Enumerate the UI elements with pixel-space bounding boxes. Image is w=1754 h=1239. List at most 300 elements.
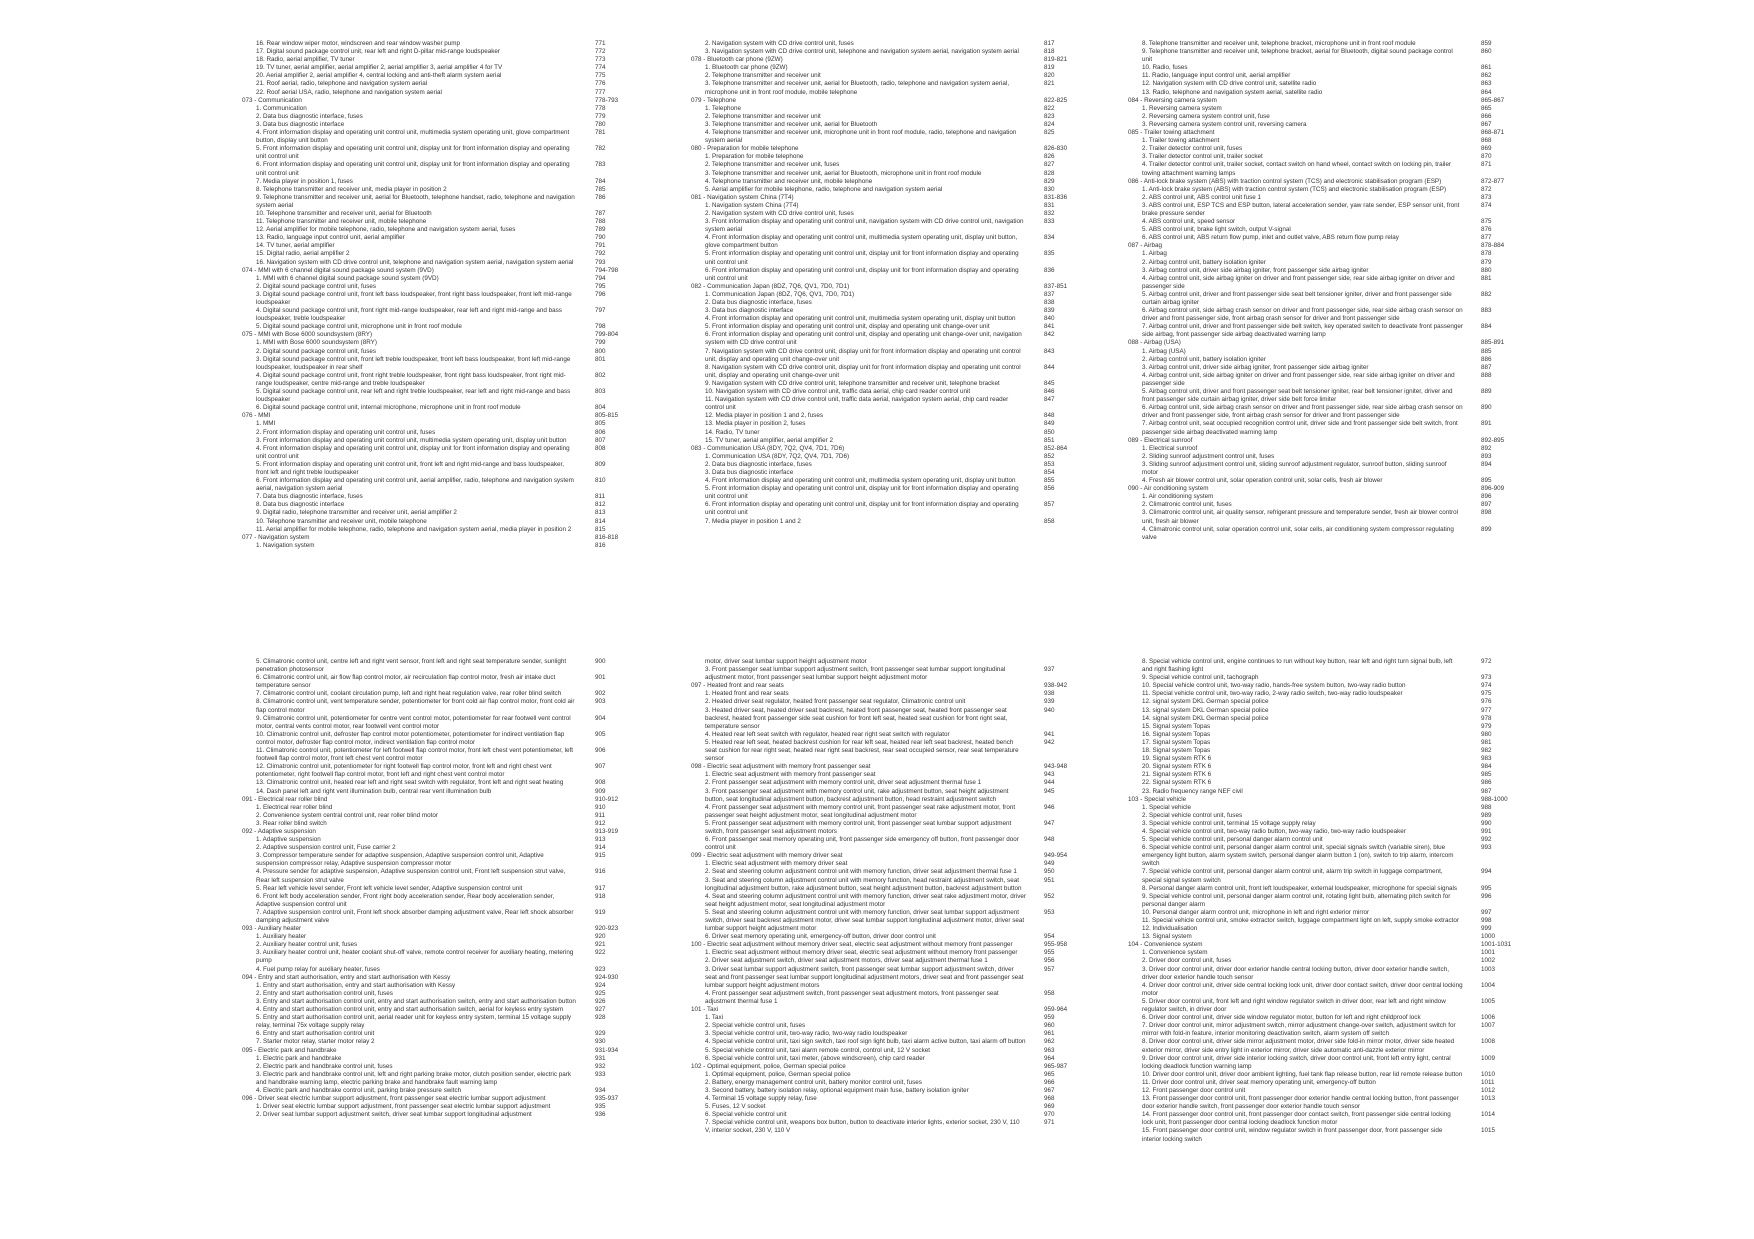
page-number: 798	[595, 323, 606, 331]
index-entry-row	[242, 186, 642, 194]
entry-text: 5. Heated rear left seat, heated backrest cushion for rear left seat, heated rear left seat backrest, heated bench seat cushion for rear right seat, heated rear right seat backrest, rear seat occupied sensor, rear seat temperature sensor	[705, 738, 1019, 763]
index-column-2	[691, 658, 1091, 1136]
entry-text: 10. Telephone transmitter and receiver unit, mobile telephone	[256, 517, 427, 525]
page-number: 998	[1481, 917, 1492, 924]
page-number: 995	[1481, 884, 1492, 892]
entry-text: 5. Aerial amplifier for mobile telephone, radio, telephone and navigation system aerial	[705, 185, 943, 193]
index-entry-row	[691, 105, 1091, 113]
page-number: 892-895	[1481, 436, 1505, 444]
index-entry-row	[691, 698, 1091, 706]
entry-text: 2. Driver door control unit, fuses	[1142, 957, 1232, 965]
page-number: 937	[1044, 666, 1055, 674]
index-entry-row	[691, 48, 1091, 56]
entry-text: 8. Climatronic control unit, vent temperature sender, potentiometer for front cold air flap control motor, front cold air flap control motor	[256, 698, 575, 714]
entry-text: 3. Sliding sunroof adjustment control unit, sliding sunroof adjustment regulator, sunroof button, sliding sunroof motor	[1142, 460, 1447, 476]
entry-text: 4. Digital sound package control unit, front right mid-range loudspeaker, rear left and right mid-range and bass loudspeaker, treble loudspeaker	[256, 307, 562, 323]
entry-text: 18. Radio, aerial amplifier, TV tuner	[256, 56, 355, 64]
entry-text: 7. Driver door control unit, mirror adjustment switch, mirror adjustment change-over switch, adjustment switch for mirror with fold-in feature, interior monitoring deactivation switch, alarm system off switch	[1142, 1022, 1456, 1038]
entry-text: 5. ABS control unit, brake light switch, output V-signal	[1142, 226, 1291, 234]
page-number: 958	[1044, 989, 1055, 997]
page-number: 899	[1481, 525, 1492, 533]
entry-text: 9. Special vehicle control unit, tachograph	[1142, 674, 1259, 682]
index-column-1	[242, 658, 642, 1119]
entry-text: 7. Data bus diagnostic interface, fuses	[256, 493, 363, 501]
entry-text: 1. Heated front and rear seats	[705, 690, 789, 698]
index-entry-row	[242, 477, 642, 493]
index-entry-row	[242, 844, 642, 852]
index-entry-row	[691, 666, 1091, 682]
entry-text: 1. MMI with 6 channel digital sound package sound system (9VD)	[256, 274, 439, 282]
index-entry-row	[691, 1047, 1091, 1055]
entry-text: 3. Front information display and operating unit control unit, multimedia system operating unit, display unit button	[256, 436, 567, 444]
entry-text: 6. Special vehicle control unit, personal danger alarm control unit, special signals switch (variable siren), blue emergency light button, alarm system switch, personal danger alarm button 1 (on), switch to trip alarm, intercom switch	[1142, 844, 1454, 868]
entry-text: 3. Rear roller blind switch	[256, 819, 327, 827]
section-heading-row	[1128, 242, 1528, 250]
section-title: 084 - Reversing camera system	[1128, 96, 1217, 104]
page-number: 971	[1044, 1119, 1055, 1127]
page-number: 979	[1481, 722, 1492, 730]
entry-text: 2. Data bus diagnostic interface, fuses	[705, 460, 812, 468]
section-heading-row	[242, 1095, 642, 1103]
page-number: 807	[595, 436, 606, 444]
index-entry-row	[1128, 40, 1528, 48]
page-number: 914	[595, 844, 606, 852]
index-entry-row	[1128, 949, 1528, 957]
page-number: 978	[1481, 714, 1492, 722]
index-entry-row	[691, 429, 1091, 437]
page-number: 772	[595, 48, 606, 56]
page-number: 828	[1044, 169, 1055, 177]
page-number: 799	[595, 339, 606, 347]
page-number: 912	[595, 819, 606, 827]
entry-text: 9. Digital radio, telephone transmitter and receiver unit, aerial amplifier 2	[256, 509, 457, 517]
entry-text: 4. Pressure sender for adaptive suspension, Adaptive suspension control unit, Front left suspension strut valve, Rear left suspension strut valve	[256, 868, 566, 884]
page-number: 919	[595, 908, 606, 916]
index-entry-row	[1128, 771, 1528, 779]
section-heading-row	[242, 267, 642, 275]
page-number: 865-867	[1481, 96, 1505, 104]
index-entry-row	[1128, 72, 1528, 80]
page-number: 811	[595, 493, 606, 501]
page-number: 955-958	[1044, 941, 1068, 949]
index-entry-row	[691, 380, 1091, 388]
index-entry-row	[691, 299, 1091, 307]
entry-text: 14. Front passenger door control unit, front passenger door contact switch, front passenger side central locking lock unit, front passenger door central locking deadlock function motor	[1142, 1111, 1451, 1127]
index-entry-row	[242, 437, 642, 445]
index-entry-row	[242, 949, 642, 965]
entry-text: 2. Navigation system with CD drive control unit, fuses	[705, 209, 854, 217]
index-entry-row	[242, 518, 642, 526]
index-entry-row	[691, 291, 1091, 299]
entry-text: 1. Electric seat adjustment with memory front passenger seat	[705, 771, 876, 779]
section-title: 089 - Electrical sunroof	[1128, 436, 1193, 444]
entry-text: 9. Telephone transmitter and receiver unit, aerial for Bluetooth, telephone handset, radio, telephone and navigation system aerial	[256, 193, 575, 209]
page-number: 989	[1481, 811, 1492, 819]
entry-text: 11. Navigation system with CD drive control unit, traffic data aerial, navigation system aerial, chip card reader control unit	[705, 396, 1009, 412]
index-entry-row	[1128, 493, 1528, 501]
entry-text: 7. Airbag control unit, seat occupied recognition control unit, driver side and front passenger side belt switch, front passenger side airbag deactivated warning lamp	[1142, 420, 1458, 436]
page-number: 955	[1044, 949, 1055, 957]
page-number: 972	[1481, 658, 1492, 665]
entry-text: 1. Navigation system China (7T4)	[705, 201, 799, 209]
page-number: 784	[595, 177, 606, 185]
entry-text: 8. Data bus diagnostic interface	[256, 501, 345, 509]
page-number: 923	[595, 965, 606, 973]
page-number: 891	[1481, 420, 1492, 428]
index-entry-row	[691, 1111, 1091, 1119]
page-number: 832	[1044, 209, 1055, 217]
page-number: 787	[595, 209, 606, 217]
section-title: 082 - Communication Japan (8DZ, 7Q6, QV1, 7D0, 7D1)	[691, 282, 850, 290]
entry-text: 6. Front information display and operating unit control unit, display unit for front information display and operating unit control unit	[705, 501, 1019, 517]
index-entry-row	[1128, 445, 1528, 453]
index-entry-row	[691, 860, 1091, 868]
entry-text: 4. Trailer detector control unit, trailer socket, contact switch on hand wheel, contact switch on locking pin, trailer towing attachment warning lamps	[1142, 161, 1452, 177]
index-entry-row	[691, 364, 1091, 380]
index-entry-row	[242, 1087, 642, 1095]
page-number: 789	[595, 226, 606, 234]
index-entry-row	[691, 64, 1091, 72]
entry-text: 4. Special vehicle control unit, taxi sign switch, taxi roof sign light bulb, taxi alarm active button, taxi alarm off button	[705, 1038, 1026, 1046]
index-entry-row	[242, 715, 642, 731]
page-number: 888	[1481, 371, 1492, 379]
index-entry-row	[691, 129, 1091, 145]
entry-text: 13. signal system DKL German special police	[1142, 706, 1269, 714]
entry-text: 1. Navigation system	[256, 541, 315, 549]
entry-text: 1. Optimal equipment, police, German special police	[705, 1070, 851, 1078]
index-entry-row	[242, 129, 642, 145]
entry-text: 19. TV tuner, aerial amplifier, aerial amplifier 2, aerial amplifier 3, aerial amplifier 4 for TV	[256, 64, 503, 72]
page-number: 905	[595, 730, 606, 738]
index-entry-row	[1128, 723, 1528, 731]
index-entry-row	[242, 1038, 642, 1046]
entry-text: 1. MMI with Bose 6000 soundsystem (8RY)	[256, 339, 377, 347]
index-entry-row	[1128, 957, 1528, 965]
section-heading-row	[691, 1063, 1091, 1071]
entry-text: 11. Climatronic control unit, potentiometer for left footwell flap control motor, front left chest vent potentiometer, left footwell flap control motor, front left chest vent control motor	[256, 747, 573, 763]
index-entry-row	[691, 477, 1091, 485]
page-number: 810	[595, 477, 606, 485]
index-entry-row	[242, 461, 642, 477]
index-entry-row	[1128, 121, 1528, 129]
page-number: 974	[1481, 682, 1492, 690]
index-entry-row	[1128, 731, 1528, 739]
index-entry-row	[242, 48, 642, 56]
entry-text: 17. Digital sound package control unit, rear left and right D-pillar mid-range loudspeaker	[256, 48, 500, 56]
section-heading-row	[242, 974, 642, 982]
page-number: 933	[595, 1070, 606, 1078]
entry-text: 5. Special vehicle control unit, taxi alarm remote control, control unit, 12 V socket	[705, 1046, 931, 1054]
entry-text: 3. Front passenger seat lumbar support adjustment switch, front passenger seat lumbar support longitudinal adjustment motor, front passenger seat lumbar support height adjustment motor	[705, 666, 1006, 682]
page-number: 1002	[1481, 957, 1496, 965]
section-title: 079 - Telephone	[691, 96, 737, 104]
entry-text: 2. Front passenger seat adjustment with memory control unit, driver seat adjustment thermal fuse 1	[705, 779, 982, 787]
page-number: 959-964	[1044, 1006, 1068, 1014]
entry-text: 7. Adaptive suspension control unit, Front left shock absorber damping adjustment valve, Rear left shock absorber damping adjustment valve	[256, 908, 574, 924]
entry-text: 1. Airbag	[1142, 250, 1167, 258]
index-entry-row	[691, 1022, 1091, 1030]
entry-text: 6. Front information display and operating unit control unit, display and operating unit change-over unit, navigation system with CD drive control unit	[705, 331, 1022, 347]
section-heading-row	[691, 941, 1091, 949]
index-entry-row	[1128, 202, 1528, 218]
page-number: 906	[595, 747, 606, 755]
section-heading-row	[691, 283, 1091, 291]
index-entry-row	[242, 210, 642, 218]
index-entry-row	[242, 820, 642, 828]
index-entry-row	[242, 372, 642, 388]
page-number: 783	[595, 161, 606, 169]
index-entry-row	[1128, 698, 1528, 706]
entry-text: 13. Climatronic control unit, heated rear left and right seat switch with regulator, front left and right seat heating	[256, 779, 564, 787]
page-number: 992	[1481, 836, 1492, 844]
entry-text: 4. Seat and steering column adjustment control unit with memory function, driver seat rake adjustment motor, driver seat height adjustment motor, seat longitudinal adjustment motor	[705, 892, 1026, 908]
section-title: 099 - Electric seat adjustment with memory driver seat	[691, 852, 843, 860]
section-title: 100 - Electric seat adjustment without memory driver seat, electric seat adjustment without memory front passenger	[691, 941, 1013, 949]
page-number: 944	[1044, 779, 1055, 787]
entry-text: 5. Front information display and operating unit control unit, display and operating unit change-over unit	[705, 323, 990, 331]
page-number: 939	[1044, 698, 1055, 706]
index-entry-row	[242, 161, 642, 177]
page-number: 1010	[1481, 1070, 1496, 1078]
page-number: 1000	[1481, 933, 1496, 941]
index-entry-row	[242, 690, 642, 698]
page-number: 869	[1481, 145, 1492, 153]
index-entry-row	[1128, 356, 1528, 364]
entry-text: 2. Data bus diagnostic interface, fuses	[705, 299, 812, 306]
index-entry-row	[1128, 925, 1528, 933]
index-entry-row	[691, 113, 1091, 121]
entry-text: 4. Terminal 15 voltage supply relay, fuse	[705, 1095, 817, 1103]
page-number: 825	[1044, 129, 1055, 137]
index-entry-row	[242, 291, 642, 307]
entry-text: 2. Adaptive suspension control unit, Fuse carrier 2	[256, 844, 396, 852]
page-number: 793	[595, 258, 606, 266]
entry-text: 16. Signal system Topas	[1142, 730, 1211, 738]
index-entry-row	[1128, 690, 1528, 698]
entry-text: 10. Radio, fuses	[1142, 64, 1188, 72]
page-number: 930	[595, 1038, 606, 1046]
entry-text: 7. Media player in position 1, fuses	[256, 177, 353, 185]
page-number: 938-942	[1044, 682, 1068, 690]
page-number: 822-825	[1044, 96, 1068, 104]
page-number: 819-821	[1044, 56, 1068, 64]
page-number: 882	[1481, 290, 1492, 298]
index-entry-row	[242, 501, 642, 509]
index-entry-row	[242, 731, 642, 747]
page-number: 932	[595, 1062, 606, 1070]
section-title: 074 - MMI with 6 channel digital sound package sound system (9VD)	[242, 266, 434, 274]
index-entry-row	[1128, 1071, 1528, 1079]
page-number: 777	[595, 88, 606, 96]
entry-text: 5. Digital sound package control unit, rear left and right treble loudspeaker, rear left and right mid-range and bass loudspeaker	[256, 388, 571, 404]
index-entry-row	[242, 674, 642, 690]
entry-text: 8. Driver door control unit, driver side mirror adjustment motor, driver side fold-in mirror motor, driver side heated exterior mirror, driver side entry light in exterior mirror, driver side automatic anti-dazzle exterior mirror	[1142, 1038, 1455, 1054]
index-entry-row	[691, 909, 1091, 933]
entry-text: 2. Digital sound package control unit, fuses	[256, 347, 377, 355]
page-number: 815	[595, 525, 606, 533]
page-number: 970	[1044, 1111, 1055, 1119]
index-entry-row	[242, 966, 642, 974]
index-entry-row	[1128, 323, 1528, 339]
page-number: 903	[595, 698, 606, 706]
index-entry-row	[1128, 747, 1528, 755]
page-number: 800	[595, 347, 606, 355]
entry-text: 1. Electric seat adjustment without memory driver seat, electric seat adjustment without memory front passenger	[705, 949, 1018, 957]
index-entry-row	[1128, 658, 1528, 674]
page-number: 803	[595, 388, 606, 396]
entry-text: 3. Electric park and handbrake control unit, left and right parking brake motor, clutch position sender, electric park and handbrake warning lamp, electric parking brake and handbrake fault warning lamp	[256, 1070, 572, 1086]
page-number: 872	[1481, 185, 1492, 193]
entry-text: 9. Telephone transmitter and receiver unit, telephone bracket, aerial for Bluetooth, digital sound package control unit	[1142, 48, 1453, 64]
index-entry-row	[691, 966, 1091, 990]
page-number: 850	[1044, 428, 1055, 436]
index-entry-row	[242, 1030, 642, 1038]
section-title: 088 - Airbag (USA)	[1128, 339, 1181, 347]
page-number: 842	[1044, 331, 1055, 339]
page-number: 1005	[1481, 997, 1496, 1005]
page-number: 826-830	[1044, 145, 1068, 153]
entry-text: 4. Front information display and operating unit control unit, multimedia system operating unit, display unit button	[705, 315, 1016, 323]
page-number: 977	[1481, 706, 1492, 714]
index-entry-row	[242, 56, 642, 64]
page-number: 837	[1044, 290, 1055, 298]
index-entry-row	[1128, 1127, 1528, 1143]
entry-text: 7. Navigation system with CD drive control unit, display unit for front information display and operating unit control unit, display and operating unit change-over unit	[705, 347, 1021, 363]
page-number: 806	[595, 428, 606, 436]
page-number: 904	[595, 714, 606, 722]
page-number: 920-923	[595, 925, 619, 933]
section-title: 081 - Navigation system China (7T4)	[691, 193, 794, 201]
entry-text: 10. Telephone transmitter and receiver unit, aerial for Bluetooth	[256, 209, 432, 217]
page-number: 959	[1044, 1014, 1055, 1022]
index-entry-row	[1128, 259, 1528, 267]
index-entry-row	[242, 526, 642, 534]
entry-text: 10. Navigation system with CD drive control unit, traffic data aerial, chip card reader control unit	[705, 388, 971, 396]
page-number: 990	[1481, 819, 1492, 827]
entry-text: 3. Heated driver seat, heated driver seat backrest, heated front passenger seat, heated front passenger seat backrest, heated front passenger side seat cushion for front left seat, heated seat cushion for front right seat, temperature sensor	[705, 706, 1008, 730]
page-number: 890	[1481, 404, 1492, 412]
index-entry-row	[242, 941, 642, 949]
page-number: 802	[595, 371, 606, 379]
page-number: 879	[1481, 258, 1492, 266]
page-number: 774	[595, 64, 606, 72]
page-number: 965-987	[1044, 1062, 1068, 1070]
page-number: 786	[595, 193, 606, 201]
page-number: 881	[1481, 274, 1492, 282]
index-entry-row	[691, 210, 1091, 218]
entry-text: 16. Rear window wiper motor, windscreen and rear window washer pump	[256, 40, 461, 47]
section-heading-row	[691, 763, 1091, 771]
page-number: 792	[595, 250, 606, 258]
page-number: 898	[1481, 509, 1492, 517]
entry-text: 2. Driver seat adjustment switch, driver seat adjustment motors, driver seat adjustment thermal fuse 1	[705, 957, 988, 965]
entry-text: 15. Signal system Topas	[1142, 722, 1211, 730]
section-heading-row	[242, 331, 642, 339]
page-number: 846	[1044, 388, 1055, 396]
entry-text: 10. Special vehicle control unit, two-way radio, hands-free system button, two-way radio button	[1142, 682, 1406, 690]
page-number: 852	[1044, 452, 1055, 460]
index-entry-row	[1128, 1055, 1528, 1071]
page-number: 884	[1481, 323, 1492, 331]
section-heading-row	[1128, 485, 1528, 493]
entry-text: 7. Special vehicle control unit, personal danger alarm control unit, alarm trip switch in luggage compartment, special signal system switch	[1142, 868, 1443, 884]
entry-text: 8. Telephone transmitter and receiver unit, telephone bracket, microphone unit in front roof module	[1142, 40, 1416, 47]
index-entry-row	[691, 731, 1091, 739]
index-entry-row	[1128, 844, 1528, 868]
entry-text: 1. Auxiliary heater	[256, 933, 307, 941]
entry-text: 1. Communication Japan (8DZ, 7Q6, QV1, 7D0, 7D1)	[705, 290, 855, 298]
page-number: 982	[1481, 747, 1492, 755]
index-entry-row	[691, 170, 1091, 178]
entry-text: 10. Climatronic control unit, defroster flap control motor potentiometer, potentiometer for indirect ventilation flap control motor, defroster flap control motor, indirect ventilation flap control motor	[256, 730, 565, 746]
index-entry-row	[1128, 113, 1528, 121]
page-number: 849	[1044, 420, 1055, 428]
page-number: 986	[1481, 779, 1492, 787]
page-number: 778-793	[595, 96, 619, 104]
index-entry-row	[1128, 461, 1528, 477]
index-entry-row	[691, 804, 1091, 820]
index-entry-row	[242, 779, 642, 787]
index-entry-row	[1128, 933, 1528, 941]
index-entry-row	[1128, 267, 1528, 275]
index-entry-row	[1128, 909, 1528, 917]
entry-text: 4. Electric park and handbrake control unit, parking brake pressure switch	[256, 1086, 462, 1094]
page-number: 931	[595, 1054, 606, 1062]
section-heading-row	[1128, 339, 1528, 347]
page-number: 999	[1481, 925, 1492, 933]
page-number: 794-798	[595, 266, 619, 274]
index-entry-row	[1128, 348, 1528, 356]
entry-text: motor, driver seat lumbar support height adjustment motor	[705, 658, 867, 665]
page-number: 1011	[1481, 1078, 1495, 1086]
entry-text: 3. Compressor temperature sender for adaptive suspension, Adaptive suspension control unit, Adaptive suspension compressor relay, Adaptive suspension compressor motor	[256, 852, 544, 868]
entry-text: 8. Telephone transmitter and receiver unit, media player in position 2	[256, 185, 447, 193]
entry-text: 7. Special vehicle control unit, weapons box button, button to deactivate interior lights, exterior socket, 230 V, 110 V, interior socket, 230 V, 110 V	[705, 1119, 1020, 1135]
page-number: 985	[1481, 771, 1492, 779]
page-number: 951	[1044, 876, 1055, 884]
entry-text: 11. Driver door control unit, driver seat memory operating unit, emergency-off button	[1142, 1078, 1376, 1086]
entry-text: 1. Preparation for mobile telephone	[705, 153, 804, 161]
entry-text: 3. Auxiliary heater control unit, heater coolant shut-off valve, remote control receiver for auxiliary heating, metering pump	[256, 949, 574, 965]
entry-text: 12. signal system DKL German special police	[1142, 698, 1269, 706]
page-number: 896-909	[1481, 485, 1505, 493]
section-title: 091 - Electrical rear roller blind	[242, 795, 328, 803]
page-number: 778	[595, 104, 606, 112]
entry-text: 4. Heated rear left seat switch with regulator, heated rear right seat switch with regulator	[705, 730, 950, 738]
page-number: 870	[1481, 153, 1492, 161]
index-entry-row	[1128, 137, 1528, 145]
index-entry-row	[1128, 1111, 1528, 1127]
page-number: 799-804	[595, 331, 619, 339]
page-number: 954	[1044, 933, 1055, 941]
page-number: 908	[595, 779, 606, 787]
entry-text: 3. Seat and steering column adjustment control unit with memory function, head restraint adjustment switch, seat longitudinal adjustment button, rake adjustment button, seat height adjustment button, backrest adjustment button	[705, 876, 1022, 892]
page-number: 929	[595, 1030, 606, 1038]
entry-text: 4. ABS control unit, speed sensor	[1142, 218, 1236, 226]
entry-text: 1. Anti-lock brake system (ABS) with traction control system (TCS) and electronic stabilisation program (ESP)	[1142, 185, 1447, 193]
entry-text: 11. Special vehicle control unit, smoke extractor switch, luggage compartment light on left, supply smoke extractor	[1142, 917, 1459, 924]
index-entry-row	[1128, 707, 1528, 715]
page-number: 771	[595, 40, 606, 47]
index-entry-row	[1128, 788, 1528, 796]
page-number: 915	[595, 852, 606, 860]
page-number: 852-864	[1044, 444, 1068, 452]
index-entry-row	[242, 226, 642, 234]
section-title: 092 - Adaptive suspension	[242, 827, 316, 835]
page-number: 997	[1481, 908, 1492, 916]
page-number: 791	[595, 242, 606, 250]
index-entry-row	[242, 259, 642, 267]
